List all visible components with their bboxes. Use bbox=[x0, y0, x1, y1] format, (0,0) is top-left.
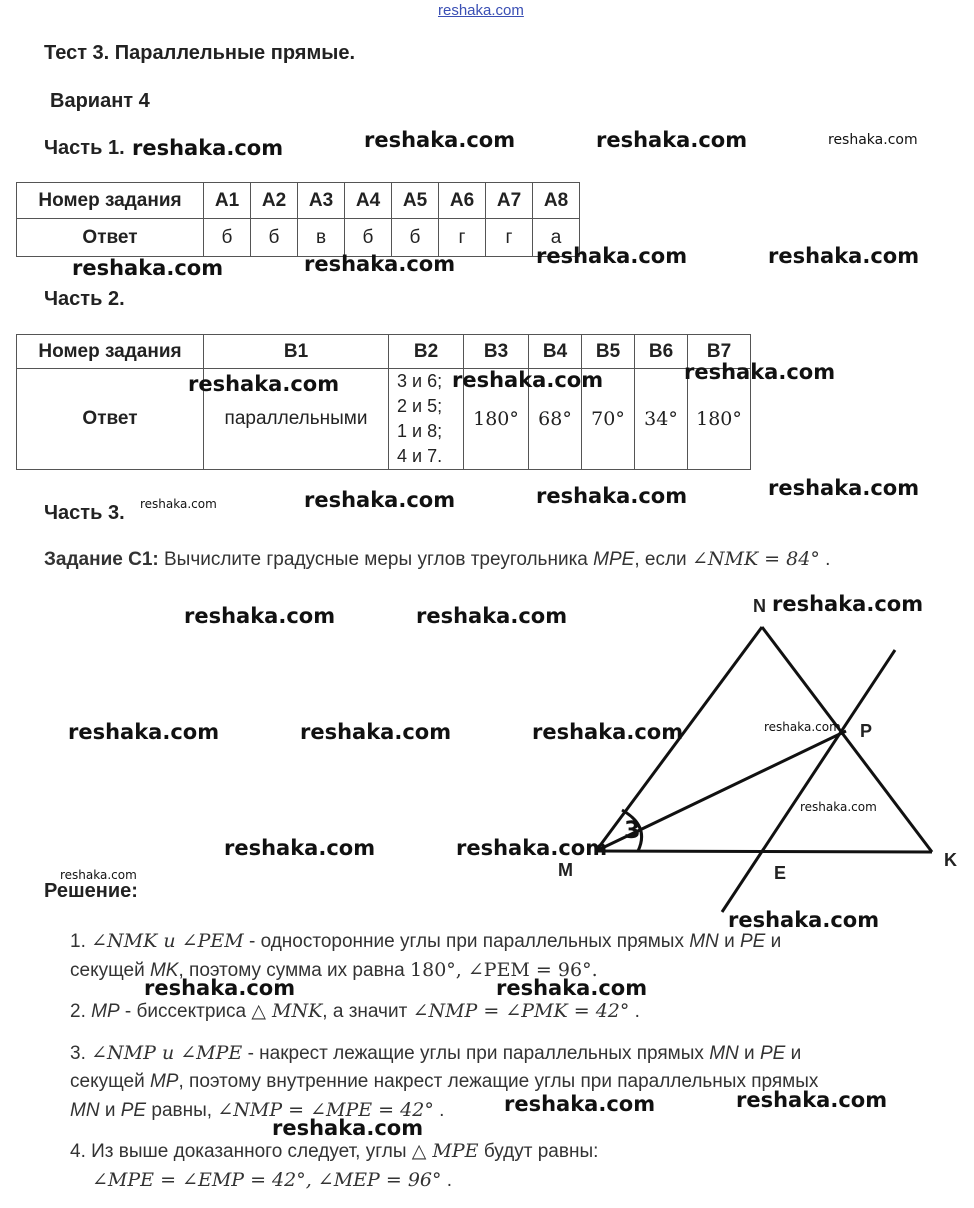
site-link[interactable]: reshaka.com bbox=[438, 2, 524, 19]
part1-task: А8 bbox=[533, 183, 580, 219]
part2-answer-header: Ответ bbox=[17, 369, 204, 470]
solution-step-4 bbox=[70, 1137, 950, 1195]
part1-answer: б bbox=[345, 219, 392, 257]
step-text: - односторонние углы при параллельных прямых bbox=[248, 931, 684, 952]
watermark: reshaka.com bbox=[800, 800, 877, 814]
label-p: P bbox=[860, 721, 873, 741]
part2-task: В4 bbox=[529, 335, 582, 369]
part1-row-header: Номер задания bbox=[17, 183, 204, 219]
line-name: MN bbox=[709, 1043, 739, 1064]
step-number: 1. bbox=[70, 931, 86, 952]
b2-line: 2 и 5; bbox=[397, 396, 443, 416]
solution-heading: Решение: bbox=[44, 880, 138, 902]
step-text: и bbox=[790, 1043, 802, 1064]
part1-task: А2 bbox=[251, 183, 298, 219]
step-text: секущей bbox=[70, 1071, 145, 1092]
part1-task: А7 bbox=[486, 183, 533, 219]
math-expr: ∠NMP = ∠PMK = 42° bbox=[412, 1000, 630, 1022]
watermark: reshaka.com bbox=[764, 720, 841, 734]
step-text: . bbox=[446, 1170, 453, 1191]
watermark: reshaka.com bbox=[132, 136, 284, 160]
step-text: будут равны: bbox=[483, 1141, 599, 1162]
b2-line: 3 и 6; bbox=[397, 371, 443, 391]
watermark: reshaka.com bbox=[300, 720, 452, 744]
part1-answer-header: Ответ bbox=[17, 219, 204, 257]
task-c1-triangle: MPE bbox=[593, 549, 635, 570]
watermark: reshaka.com bbox=[684, 360, 836, 384]
part2-task: В5 bbox=[582, 335, 635, 369]
part1-heading: Часть 1. bbox=[44, 137, 125, 159]
line-name: MP bbox=[91, 1001, 120, 1022]
watermark: reshaka.com bbox=[504, 1092, 656, 1116]
watermark: reshaka.com bbox=[140, 497, 217, 511]
b2-line: 4 и 7. bbox=[397, 446, 443, 466]
task-c1-if: , если bbox=[634, 549, 687, 570]
watermark: reshaka.com bbox=[184, 604, 336, 628]
step-text: , поэтому сумма их равна bbox=[178, 960, 405, 981]
watermark: reshaka.com bbox=[68, 720, 220, 744]
part2-task: В7 bbox=[688, 335, 751, 369]
watermark: reshaka.com bbox=[768, 476, 920, 500]
side-nk bbox=[762, 627, 932, 852]
step-text: секущей bbox=[70, 960, 145, 981]
watermark: reshaka.com bbox=[828, 132, 918, 148]
step-text: и bbox=[770, 931, 782, 952]
step-text: , поэтому внутренние накрест лежащие углы при параллельных прямых bbox=[178, 1071, 819, 1092]
part1-answer: в bbox=[298, 219, 345, 257]
math-expr: △ MPE bbox=[411, 1140, 479, 1162]
watermark: reshaka.com bbox=[772, 592, 924, 616]
part1-answer: б bbox=[251, 219, 298, 257]
step-text: и bbox=[744, 1043, 755, 1064]
part2-answer: 180° bbox=[464, 369, 529, 470]
watermark: reshaka.com bbox=[536, 244, 688, 268]
step-text: и bbox=[104, 1100, 116, 1121]
line-name: PE bbox=[759, 1043, 786, 1064]
watermark: reshaka.com bbox=[596, 128, 748, 152]
watermark: reshaka.com bbox=[188, 372, 340, 396]
step-text: , а значит bbox=[322, 1001, 408, 1022]
line-name: PE bbox=[739, 931, 766, 952]
part1-task: А5 bbox=[392, 183, 439, 219]
math-expr: △ MNK bbox=[251, 1000, 323, 1022]
step-text: - накрест лежащие углы при параллельных прямых bbox=[247, 1043, 704, 1064]
label-k: K bbox=[944, 850, 957, 870]
watermark: reshaka.com bbox=[72, 256, 224, 280]
part1-answer: г bbox=[439, 219, 486, 257]
part2-answer: 180° bbox=[688, 369, 751, 470]
watermark: reshaka.com bbox=[728, 908, 880, 932]
math-expr: ∠NMP и ∠MPE bbox=[91, 1042, 243, 1064]
angle-mark: 3 bbox=[624, 816, 641, 844]
part2-answer: 70° bbox=[582, 369, 635, 470]
step-text: 4. Из выше доказанного следует, углы bbox=[70, 1141, 407, 1162]
step-text: - биссектриса bbox=[124, 1001, 247, 1022]
watermark: reshaka.com bbox=[144, 976, 296, 1000]
step-number: 3. bbox=[70, 1043, 86, 1064]
part2-row-header: Номер задания bbox=[17, 335, 204, 369]
part1-task: А3 bbox=[298, 183, 345, 219]
part3-heading: Часть 3. bbox=[44, 502, 125, 524]
part2-task: В1 bbox=[204, 335, 389, 369]
watermark: reshaka.com bbox=[60, 868, 137, 882]
watermark: reshaka.com bbox=[736, 1088, 888, 1112]
task-c1-condition: ∠NMK = 84° bbox=[691, 548, 820, 570]
watermark: reshaka.com bbox=[768, 244, 920, 268]
math-expr: 180°, ∠PEM = 96°. bbox=[410, 959, 598, 981]
part1-task: А1 bbox=[204, 183, 251, 219]
part1-answer: б bbox=[392, 219, 439, 257]
watermark: reshaka.com bbox=[364, 128, 516, 152]
watermark: reshaka.com bbox=[536, 484, 688, 508]
task-c1-text: Вычислите градусные меры углов треугольника bbox=[164, 549, 588, 570]
part1-answer: а bbox=[533, 219, 580, 257]
watermark: reshaka.com bbox=[416, 604, 568, 628]
watermark: reshaka.com bbox=[272, 1116, 424, 1140]
step-text: равны, bbox=[151, 1100, 213, 1121]
part2-answer: 68° bbox=[529, 369, 582, 470]
b2-line: 1 и 8; bbox=[397, 421, 443, 441]
part2-answer-b1: параллельными bbox=[204, 369, 389, 470]
math-expr: ∠NMK и ∠PEM bbox=[91, 930, 244, 952]
step-number: 2. bbox=[70, 1001, 86, 1022]
line-name: MN bbox=[689, 931, 719, 952]
task-c1-end: . bbox=[825, 549, 831, 570]
part2-task: В2 bbox=[389, 335, 464, 369]
part1-answer: г bbox=[486, 219, 533, 257]
step-text: . bbox=[634, 1001, 640, 1022]
label-m: M bbox=[558, 860, 573, 880]
side-mk bbox=[596, 851, 932, 852]
part1-answer: б bbox=[204, 219, 251, 257]
solution-step-2 bbox=[70, 997, 950, 1026]
part2-task: В3 bbox=[464, 335, 529, 369]
part2-answer: 34° bbox=[635, 369, 688, 470]
step-text: . bbox=[439, 1100, 445, 1121]
watermark: reshaka.com bbox=[452, 368, 604, 392]
watermark: reshaka.com bbox=[304, 252, 456, 276]
watermark: reshaka.com bbox=[304, 488, 456, 512]
line-name: MK bbox=[149, 960, 179, 981]
watermark: reshaka.com bbox=[496, 976, 648, 1000]
step-text: и bbox=[724, 931, 735, 952]
label-n: N bbox=[753, 596, 766, 616]
label-e: E bbox=[774, 863, 787, 883]
watermark: reshaka.com bbox=[224, 836, 376, 860]
part1-task: А6 bbox=[439, 183, 486, 219]
part2-heading: Часть 2. bbox=[44, 288, 125, 310]
math-expr: ∠MPE = ∠EMP = 42°, ∠MEP = 96° bbox=[92, 1169, 442, 1191]
watermark: reshaka.com bbox=[532, 720, 684, 744]
variant-heading: Вариант 4 bbox=[50, 90, 150, 112]
part1-task: А4 bbox=[345, 183, 392, 219]
line-name: MN bbox=[70, 1100, 100, 1121]
page-title: Тест 3. Параллельные прямые. bbox=[44, 42, 355, 64]
line-name: PE bbox=[120, 1100, 147, 1121]
task-c1-label: Задание С1: bbox=[44, 549, 159, 570]
part2-task: В6 bbox=[635, 335, 688, 369]
math-expr: ∠NMP = ∠MPE = 42° bbox=[217, 1099, 434, 1121]
watermark: reshaka.com bbox=[456, 836, 608, 860]
line-name: MP bbox=[149, 1071, 179, 1092]
